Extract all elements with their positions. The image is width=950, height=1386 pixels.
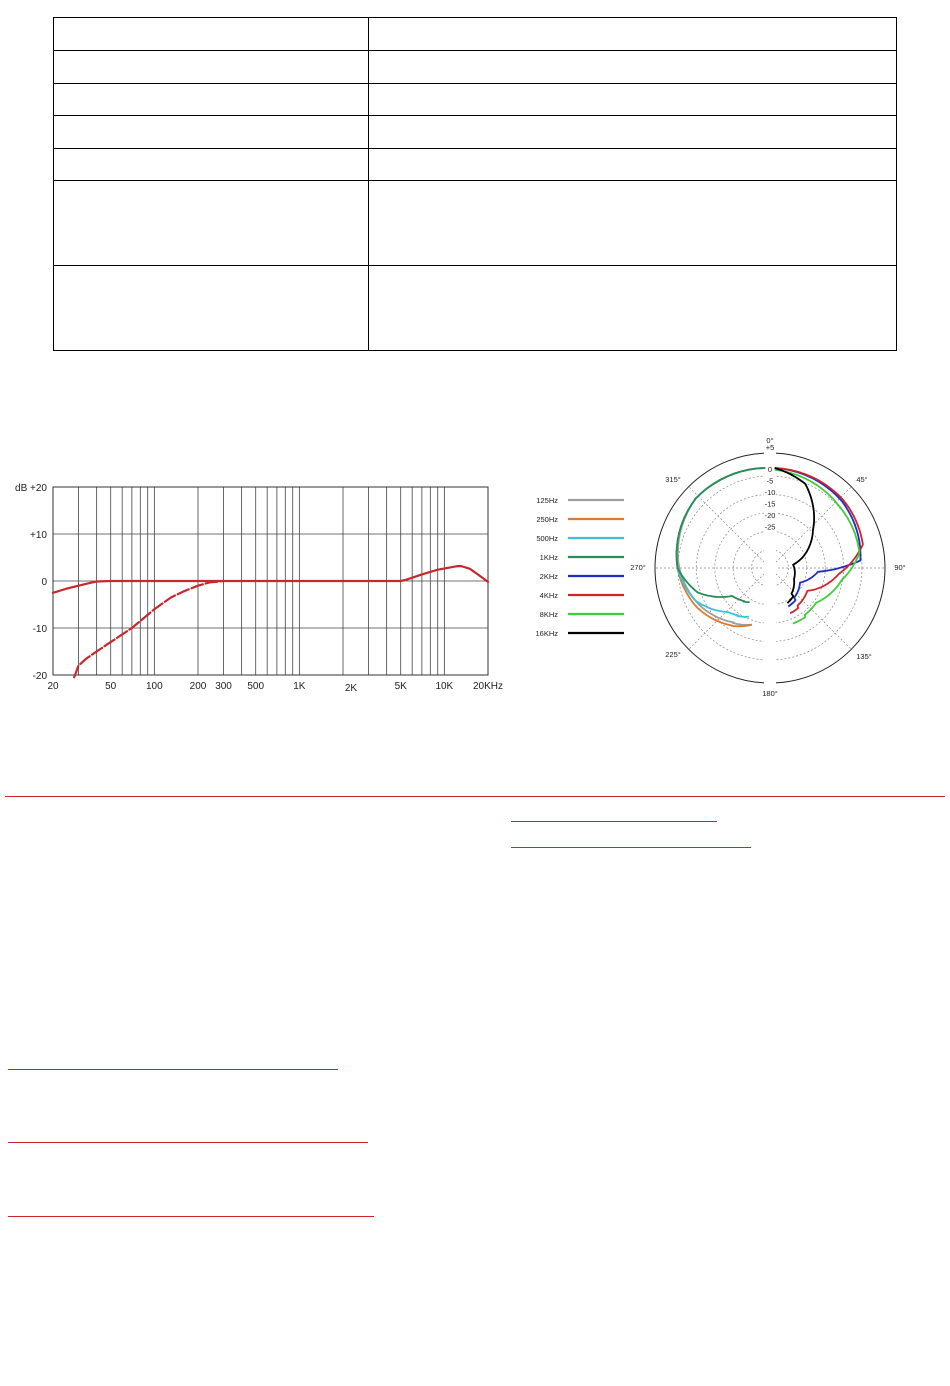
- angle-label: 225°: [665, 650, 681, 659]
- x-tick-label: 1K: [293, 681, 306, 692]
- table-cell: [369, 116, 897, 149]
- table-cell: [369, 51, 897, 84]
- chart-series-group: [53, 566, 488, 677]
- y-tick-label: +10: [30, 530, 47, 541]
- table-row: [54, 18, 897, 51]
- x-tick-label: 10K: [435, 681, 454, 692]
- table-cell: [54, 84, 369, 116]
- table-row: [54, 84, 897, 116]
- polar-pattern-chart: [520, 430, 950, 705]
- table-cell: [369, 18, 897, 51]
- table-row: [54, 116, 897, 149]
- angle-label: 180°: [762, 689, 778, 698]
- x-tick-label: 5K: [394, 681, 407, 692]
- x-tick-label: 100: [146, 681, 163, 692]
- angle-label: 0°: [766, 436, 774, 445]
- x-tick-label: 20: [47, 681, 59, 692]
- table-cell: [369, 266, 897, 351]
- x-tick-label: 200: [189, 681, 207, 692]
- frequency-response-chart: [0, 470, 520, 700]
- legend-label: 500Hz: [536, 534, 558, 543]
- angle-label: 270°: [630, 563, 646, 572]
- polar-curve-250Hz: [677, 468, 766, 626]
- radial-tick-label: -25: [764, 522, 776, 532]
- y-tick-label: 0: [41, 577, 47, 588]
- response-curve-solid: [53, 566, 488, 593]
- radial-tick-label: +5: [765, 443, 775, 453]
- table-cell: [54, 116, 369, 149]
- table-cell: [54, 51, 369, 84]
- table-cell: [369, 84, 897, 116]
- table-cell: [369, 181, 897, 266]
- table-row: [54, 181, 897, 266]
- angle-label: 135°: [856, 652, 872, 661]
- table-cell: [54, 181, 369, 266]
- polar-spoke: [689, 568, 770, 649]
- y-tick-label: dB +20: [15, 483, 47, 494]
- x-tick-label: 20KHz: [472, 681, 504, 692]
- radial-tick-label: 0: [767, 464, 773, 474]
- radial-tick-label: -10: [764, 487, 776, 497]
- x-tick-label: 50: [105, 681, 117, 692]
- y-tick-label: -10: [32, 624, 47, 635]
- angle-label: 90°: [894, 563, 906, 572]
- x-tick-label: 300: [215, 681, 232, 692]
- table-cell: [369, 149, 897, 181]
- polar-spoke: [689, 487, 770, 568]
- spec-table: [53, 17, 897, 351]
- polar-curve-8KHz: [775, 470, 860, 624]
- legend-label: 2KHz: [539, 572, 558, 581]
- chart-tick-labels: [15, 483, 503, 694]
- polar-legend: [535, 496, 624, 638]
- section-divider: [5, 796, 945, 797]
- legend-label: 250Hz: [536, 515, 558, 524]
- legend-label: 4KHz: [539, 591, 558, 600]
- table-cell: [54, 18, 369, 51]
- radial-tick-label: -15: [764, 499, 776, 509]
- link-underline-3[interactable]: [8, 1069, 338, 1070]
- link-underline-4[interactable]: [8, 1142, 368, 1143]
- x-tick-label: 500: [247, 681, 265, 692]
- table-row: [54, 149, 897, 181]
- legend-label: 16KHz: [535, 629, 558, 638]
- table-row: [54, 266, 897, 351]
- x-tick-label: 2K: [344, 683, 358, 694]
- table-cell: [54, 266, 369, 351]
- legend-label: 1KHz: [539, 553, 558, 562]
- table-row: [54, 51, 897, 84]
- radial-tick-label: -5: [766, 476, 774, 486]
- angle-label: 315°: [665, 475, 681, 484]
- link-underline-2[interactable]: [511, 847, 751, 848]
- legend-label: 8KHz: [539, 610, 558, 619]
- radial-tick-label: -20: [764, 510, 776, 520]
- legend-label: 125Hz: [536, 496, 558, 505]
- link-underline-5[interactable]: [8, 1216, 374, 1217]
- angle-label: 45°: [856, 475, 868, 484]
- table-cell: [54, 149, 369, 181]
- link-underline-1[interactable]: [511, 821, 717, 822]
- y-tick-label: -20: [32, 671, 47, 682]
